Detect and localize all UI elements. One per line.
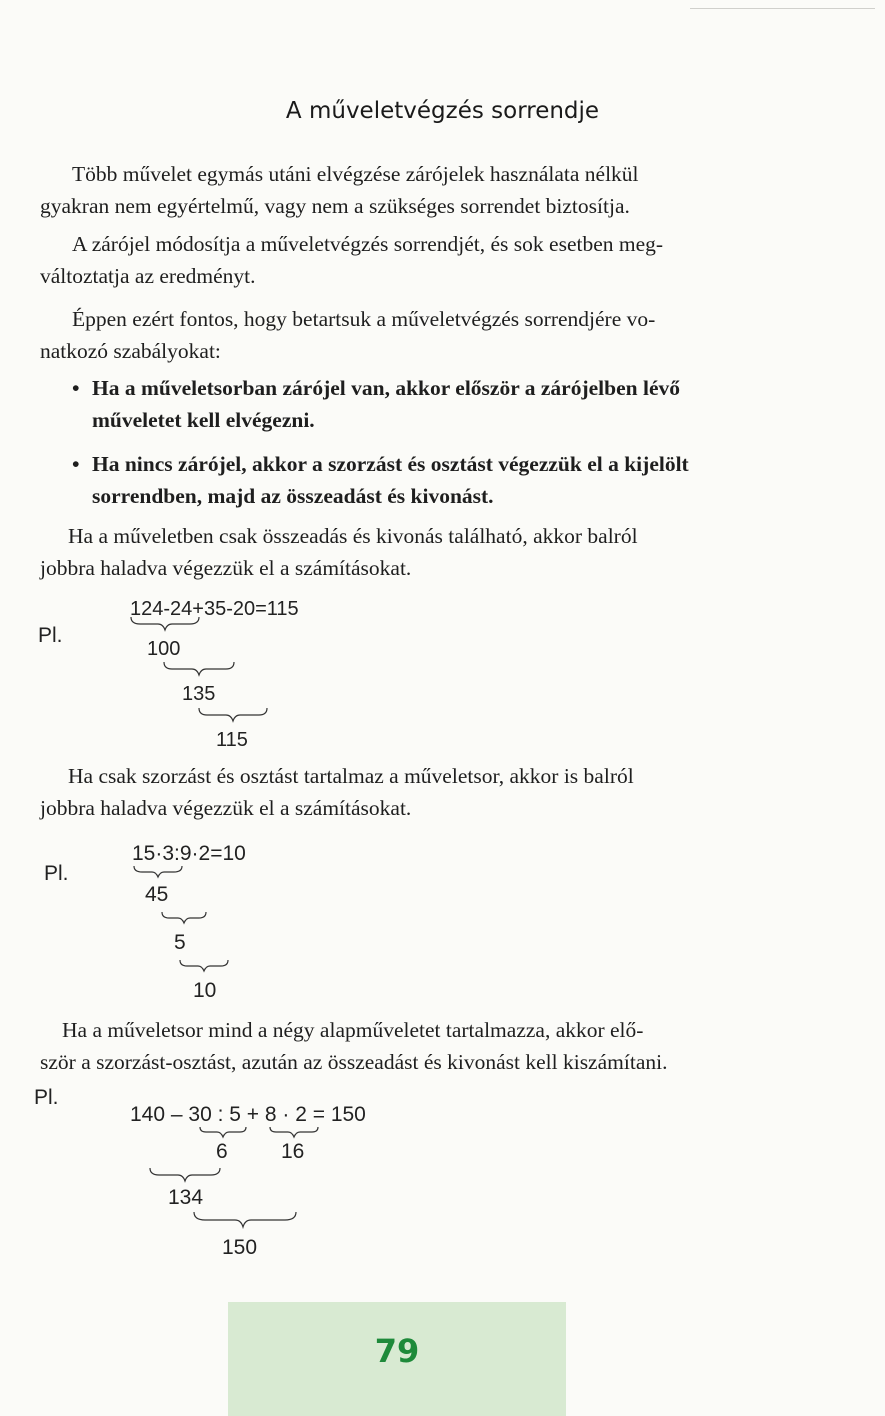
- page-number-box: [228, 1302, 566, 1416]
- example2-step: 10: [193, 979, 217, 1002]
- example3-subresult: 16: [281, 1140, 305, 1163]
- bullet-line: Ha a műveletsorban zárójel van, akkor először a zárójelben lévő: [92, 376, 680, 400]
- paragraph-line: jobbra haladva végezzük el a számításokat.: [40, 556, 412, 580]
- example-label: Pl.: [34, 1086, 59, 1109]
- underbrace: [134, 866, 182, 877]
- example3-underbraces: [150, 1127, 318, 1227]
- example1-step: 100: [147, 638, 181, 660]
- example3-subresult: 6: [216, 1140, 228, 1163]
- bullet-symbol: •: [72, 376, 80, 400]
- paragraph-line: natkozó szabályokat:: [40, 339, 221, 363]
- underbrace: [199, 708, 267, 721]
- bullet-line: sorrendben, majd az összeadást és kivonást.: [92, 484, 494, 508]
- example2-underbraces: [134, 866, 228, 971]
- example1-expression: 124-24+35-20=115: [130, 598, 299, 620]
- paragraph-line: Több művelet egymás utáni elvégzése zárójelek használata nélkül: [72, 162, 639, 186]
- example3-step: 134: [168, 1186, 204, 1209]
- paragraph-line: jobbra haladva végezzük el a számításokat.: [40, 796, 412, 820]
- example1-step: 135: [182, 683, 216, 705]
- example-label: Pl.: [44, 862, 69, 885]
- bullet-line: műveletet kell elvégezni.: [92, 408, 315, 432]
- paragraph-line: Éppen ezért fontos, hogy betartsuk a műveletvégzés sorrendjére vo-: [72, 307, 656, 331]
- example2-step: 45: [145, 883, 169, 906]
- underbrace: [194, 1212, 296, 1227]
- underbrace: [200, 1127, 246, 1137]
- underbrace: [270, 1127, 318, 1137]
- underbrace: [180, 960, 228, 971]
- paragraph-line: ször a szorzást-osztást, azután az összeadást és kivonást kell kiszámítani.: [40, 1050, 668, 1074]
- example3-step: 150: [222, 1236, 258, 1259]
- paragraph-line: változtatja az eredményt.: [40, 264, 256, 288]
- paragraph-line: Ha csak szorzást és osztást tartalmaz a műveletsor, akkor is balról: [68, 764, 634, 788]
- underbrace: [131, 617, 199, 630]
- example1-underbraces: [131, 617, 267, 721]
- example2-expression: 15·3:9·2=10: [132, 842, 246, 865]
- underbrace: [162, 912, 206, 923]
- page-title: A műveletvégzés sorrendje: [285, 98, 600, 124]
- paragraph-line: gyakran nem egyértelmű, vagy nem a szükséges sorrendet biztosítja.: [40, 194, 630, 218]
- example1-step: 115: [216, 729, 248, 751]
- bullet-line: Ha nincs zárójel, akkor a szorzást és osztást végezzük el a kijelölt: [92, 452, 689, 476]
- paragraph-line: A zárójel módosítja a műveletvégzés sorrendjét, és sok esetben meg-: [72, 232, 664, 256]
- paragraph-line: Ha a műveletben csak összeadás és kivonás található, akkor balról: [68, 524, 638, 548]
- bullet-symbol: •: [72, 452, 80, 476]
- example-label: Pl.: [38, 624, 63, 647]
- example3-expression: 140 – 30 : 5 + 8 · 2 = 150: [130, 1103, 366, 1126]
- underbrace: [150, 1168, 220, 1181]
- example2-step: 5: [174, 931, 186, 954]
- paragraph-line: Ha a műveletsor mind a négy alapműveletet tartalmazza, akkor elő-: [62, 1018, 644, 1042]
- underbrace: [164, 662, 234, 675]
- page-number: 79: [374, 1332, 420, 1370]
